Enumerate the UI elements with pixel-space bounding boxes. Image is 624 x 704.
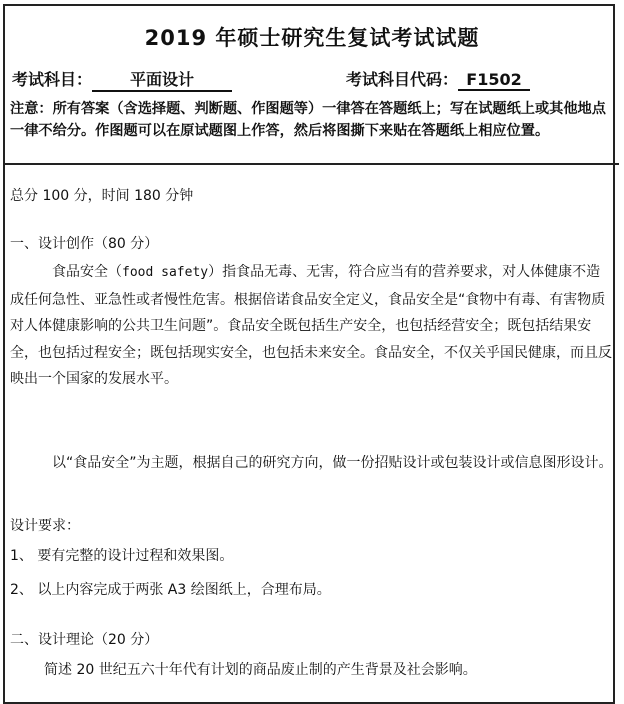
subject-code-row (346, 67, 530, 91)
requirement-2: 2、 以上内容完成于两张 A3 绘图纸上，合理布局。 (10, 582, 331, 598)
header-divider (5, 163, 619, 165)
section1-task: 以“食品安全”为主题，根据自己的研究方向，做一份招贴设计或包装设计或信息图形设计。 (52, 455, 613, 471)
requirements-heading: 设计要求： (10, 518, 80, 534)
requirement-1: 1、 要有完整的设计过程和效果图。 (10, 548, 234, 564)
subject-label: 考试科目： (12, 70, 93, 89)
exam-title: 2019 年硕士研究生复试考试试题 (144, 26, 480, 50)
notice-text: 注意：所有答案（含选择题、判断题、作图题等）一律答在答题纸上；写在试题纸上或其他地点一律不给分。作图题可以在原试题图上作答，然后将图撕下来贴在答题纸上相应位置。 (10, 101, 606, 139)
total-score-line: 总分 100 分，时间 180 分钟 (10, 188, 194, 204)
section2-heading: 二、设计理论（20 分） (10, 632, 159, 648)
subject-code-value: F1502 (458, 70, 530, 91)
section1-paragraph (10, 259, 614, 393)
subject-row (12, 67, 232, 92)
section1-heading: 一、设计创作（80 分） (10, 236, 159, 252)
paragraph-start: 食品安全（ (52, 264, 122, 280)
section2-question: 简述 20 世纪五六十年代有计划的商品废止制的产生背景及社会影响。 (44, 662, 477, 678)
subject-code-label: 考试科目代码： (346, 70, 459, 89)
paragraph-term: food safety (122, 265, 209, 280)
paragraph-rest: ）指食品无毒、无害，符合应当有的营养要求，对人体健康不造成任何急性、亚急性或者慢性危害。根据倍诺食品安全定义，食品安全是“食物中有毒、有害物质对人体健康影响的公共卫生问题”。食品安全既包括生产安全，也包括经营安全；既包括结果安全，也包括过程安全；既包括现实安全，也包括未来安全。食品安全，不仅关乎国民健康，而且反映出一个国家的发展水平。 (10, 264, 612, 387)
subject-value: 平面设计 (92, 67, 232, 92)
